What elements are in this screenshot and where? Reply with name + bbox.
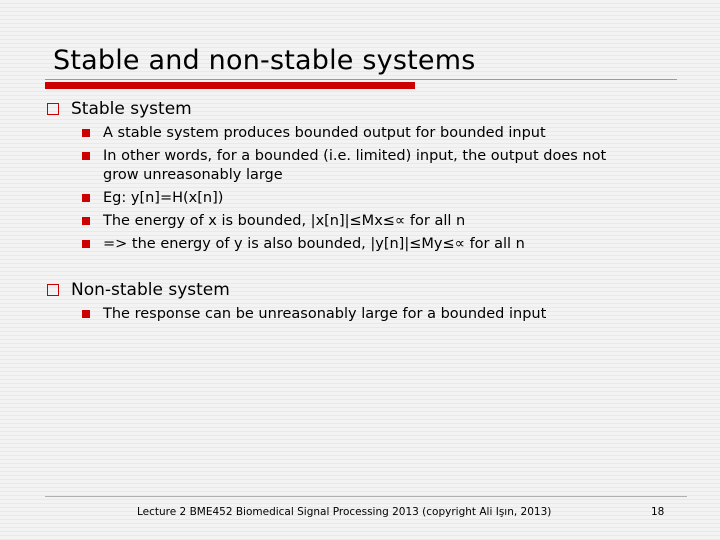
bullet-text: => the energy of y is also bounded, |y[n]|≤My≤∝ for all n — [103, 236, 525, 252]
page-number: 18 — [651, 506, 665, 518]
bullet-item — [82, 235, 682, 254]
section-heading: Non-stable system — [71, 280, 230, 300]
filled-square-bullet-icon — [82, 240, 90, 248]
filled-square-bullet-icon — [82, 152, 90, 160]
section-heading: Stable system — [71, 99, 192, 119]
filled-square-bullet-icon — [82, 194, 90, 202]
title-accent-bar — [45, 82, 415, 89]
section-non-stable-system — [47, 280, 230, 300]
bullet-text: The response can be unreasonably large for a bounded input — [103, 306, 547, 322]
bullet-text: The energy of x is bounded, |x[n]|≤Mx≤∝ for all n — [103, 213, 466, 229]
footer-rule — [45, 496, 687, 497]
filled-square-bullet-icon — [82, 310, 90, 318]
bullet-text: In other words, for a bounded (i.e. limited) input, the output does not grow unreasonably large — [103, 148, 607, 183]
filled-square-bullet-icon — [82, 217, 90, 225]
footer-text: Lecture 2 BME452 Biomedical Signal Processing 2013 (copyright Ali Işın, 2013) — [137, 506, 552, 518]
hollow-square-bullet-icon — [47, 103, 59, 115]
section-stable-system — [47, 99, 192, 119]
bullet-item — [82, 212, 682, 231]
bullet-item — [82, 305, 682, 324]
bullet-item — [82, 124, 682, 143]
bullet-text: Eg: y[n]=H(x[n]) — [103, 190, 224, 206]
filled-square-bullet-icon — [82, 129, 90, 137]
title-rule — [45, 79, 677, 80]
hollow-square-bullet-icon — [47, 284, 59, 296]
slide-title: Stable and non-stable systems — [53, 45, 476, 76]
bullet-item — [82, 147, 682, 185]
bullet-item — [82, 189, 682, 208]
bullet-text: A stable system produces bounded output for bounded input — [103, 125, 546, 141]
